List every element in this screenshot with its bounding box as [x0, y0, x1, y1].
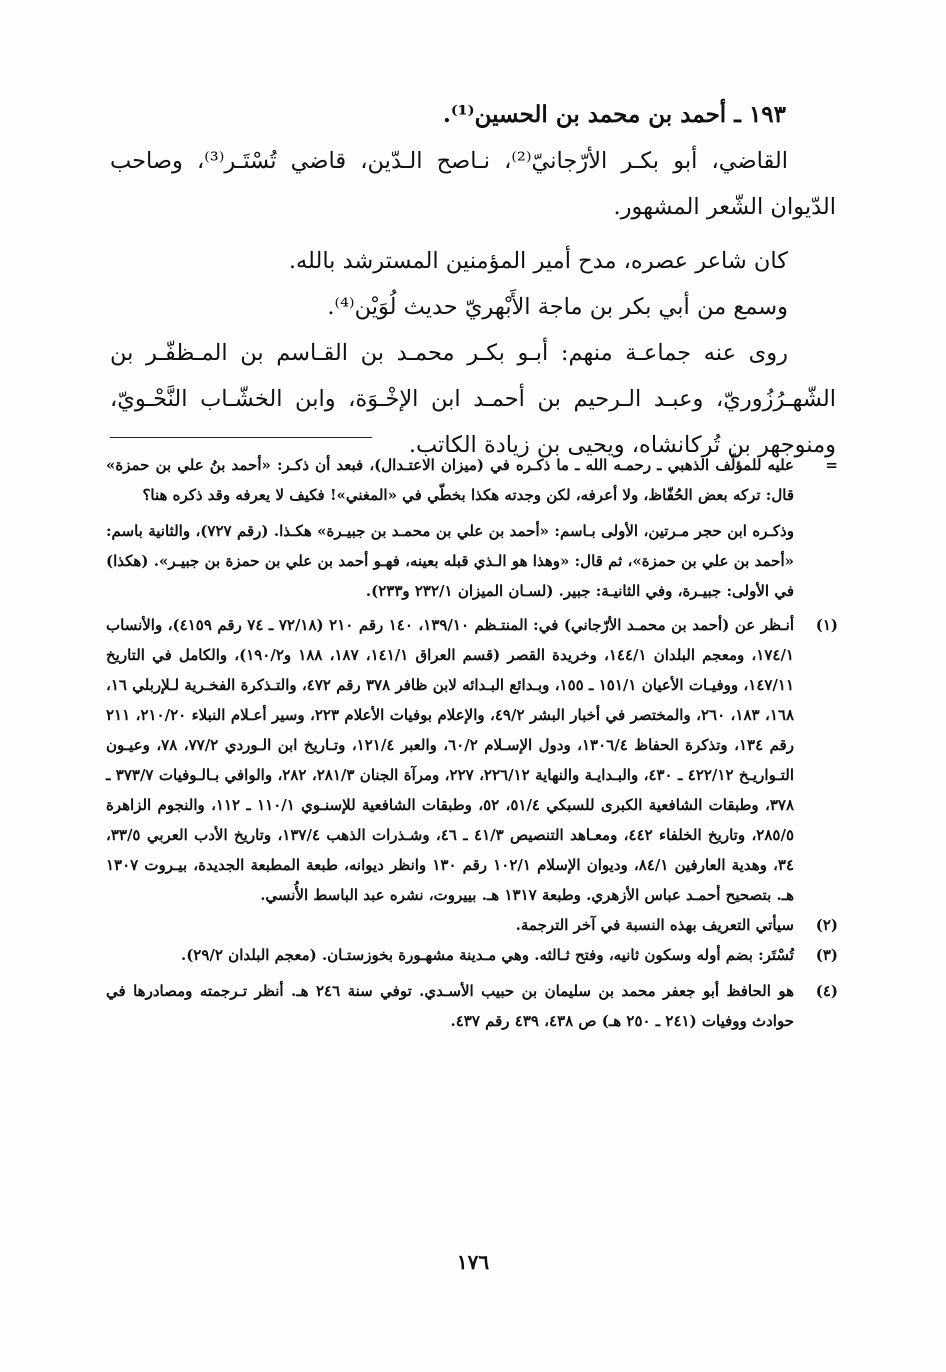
continuation-paragraph-2: وذكـره ابن حجر مـرتين، الأولى بـاسم: «أحمد بن علي بن محمـد بن جبيـرة» هكـذا. (رقم ٧٢٧)، والثانية باسم: «أحمد بن علي بن حمزة»، ثم قال: «وهذا هو الـذي قبله بعينه، فهـو أحمد بن علي بن حمزة بن جبيـر». (هكذا) في الأولى: جبيـرة، وفي الثانيـة: جبير. (لسـان الميزان ٢٣٢/١ و٢٣٣). [106, 522, 794, 600]
biography-entry [110, 92, 836, 468]
entry-paragraph-3: روى عنه جماعـة منهم: أبـو بكـر محمـد بن القـاسم بن المـظفّـر بن الشّهـرُزُوريّ، وعبـد الـرحيم بن أحمـد ابن الإخْـوَة، وابن الخشّـاب النَّحْـويّ، ومنوجهر بن تُركانشاه، ويحيى بن زيادة الكاتب. [110, 340, 836, 458]
footnote-text: سيأتي التعريف بهذه النسبة في آخر الترجمة. [515, 916, 794, 934]
entry-paragraph-2: وسمع من أبي بكر بن ماجة الأَبْهريّ حديث لُوَيْن⁽⁴⁾. [327, 294, 788, 320]
footnote-number: (٤) [815, 982, 838, 1000]
footnote-text: أنـظر عن (أحمد بن محمـد الأرّجاني) في: المنتـظم ١٣٩/١٠، ١٤٠ رقم ٢١٠ (٧٢/١٨ ـ ٧٤ رقم ٤١٥٩)، والأنساب ١٧٤/١، ومعجم البلدان ١٤٤/١، وخريدة القصر (قسم العراق ١٤١/١، ١٨٧، ١٨٨ و١٩٠/٢)، والكامل في التاريخ ١٤٧/١١، ووفيـات الأعيان ١٥١/١ ـ ١٥٥، وبـدائع البـدائه لابن ظافر ٣٧٨ رقم ٤٧٢، والتـذكرة الفخـرية لـلإربلي ١٦، ١٦٨، ١٨٣، ٢٦٠، والمختصر في أخبار البشر ٤٩/٢، والإعلام بوفيات الأعلام ٢٢٣، وسير أعـلام النبلاء ٢١٠/٢٠، ٢١١ رقم ١٣٤، وتذكرة الحفاظ ١٣٠٦/٤، ودول الإسـلام ٦٠/٢، والعبر ١٢١/٤، وتـاريخ ابن الـوردي ٧٧/٢، ٧٨، وعيـون التـواريـخ ٤٢٢/١٢ ـ ٤٣٠، والبـدايـة والنهاية ٢٢٦/١٢، ٢٢٧، ومرآة الجنان ٢٨١/٣، ٢٨٢، والوافي بـالـوفيات ٣٧٣/٧ ـ ٣٧٨، وطبقات الشافعية الكبرى للسبكي ٥١/٤، ٥٢، وطبقات الشافعية للإسنـوي ١١٠/١ ـ ١١٢، والنجوم الزاهرة ٢٨٥/٥، وتاريخ الخلفاء ٤٤٢، ومعـاهد التنصيص ٤١/٣ ـ ٤٦، وشـذرات الذهب ١٣٧/٤، وتاريخ الأدب العربي ٣٣/٥، ٣٤، وهدية العارفين ٨٤/١، وديوان الإسلام ١٠٢/١ رقم ١٣٠ وانظر ديوانه، طبعة المطبعة الجديدة، بيـروت ١٣٠٧ هـ. بتصحيح أحمـد عباس الأزهري. وطبعة ١٣١٧ هـ. بييروت، نشره عبد الباسط الأُنسي. [106, 616, 795, 904]
footnote-text: تُسْتَر: بضم أوله وسكون ثانيه، وفتح ثـالثه. وهي مـدينة مشهـورة بخوزستـان. (معجم البلدان ٢٩/٢). [180, 946, 794, 964]
page-number: ١٧٦ [456, 1250, 490, 1274]
footnote-number: (١) [815, 616, 838, 634]
footnote-separator [110, 437, 372, 438]
footnote-text: هو الحافظ أبو جعفر محمد بن سليمان بن حبيب الأسـدي. توفي سنة ٢٤٦ هـ. أنظر تـرجمته ومصادرها في حوادث ووفيات (٢٤١ ـ ٢٥٠ هـ) ص ٤٣٨، ٤٣٩ رقم ٤٣٧. [106, 982, 795, 1030]
footnote-3 [106, 940, 838, 970]
footnote-number: (٣) [815, 946, 838, 964]
footnotes [106, 448, 838, 1036]
footnote-2 [106, 910, 838, 940]
footnote-continuation [106, 450, 838, 606]
footnote-number: (٢) [815, 916, 838, 934]
continuation-body [106, 450, 794, 606]
footnote-1 [106, 610, 838, 910]
continuation-marker: = [825, 456, 838, 474]
continuation-paragraph-1: عليه للمؤلّف الذهبي ـ رحمـه الله ـ ما ذكـره في (ميزان الاعتـدال)، فبعد أن ذكـر: «أحمد بنُ علي بن حمزة» قال: تركه بعض الحُفّاظ، ولا أعرفه، لكن وجدته هكذا بخطّي في «المغني»! فكيف لا يعرفه وقد ذكره هنا؟ [106, 456, 794, 504]
entry-heading: ١٩٣ ـ أحمد بن محمد بن الحسين⁽¹⁾. [442, 101, 786, 128]
entry-intro: القاضي، أبو بكـر الأرّجانيّ⁽²⁾، نـاصح الـدّين، قاضي تُسْتَـر⁽³⁾، وصاحب الدّيوان الشّعر المشهور. [110, 148, 836, 220]
entry-paragraph-1: كان شاعر عصره، مدح أمير المؤمنين المسترشد بالله. [288, 248, 788, 274]
footnote-4 [106, 976, 838, 1036]
